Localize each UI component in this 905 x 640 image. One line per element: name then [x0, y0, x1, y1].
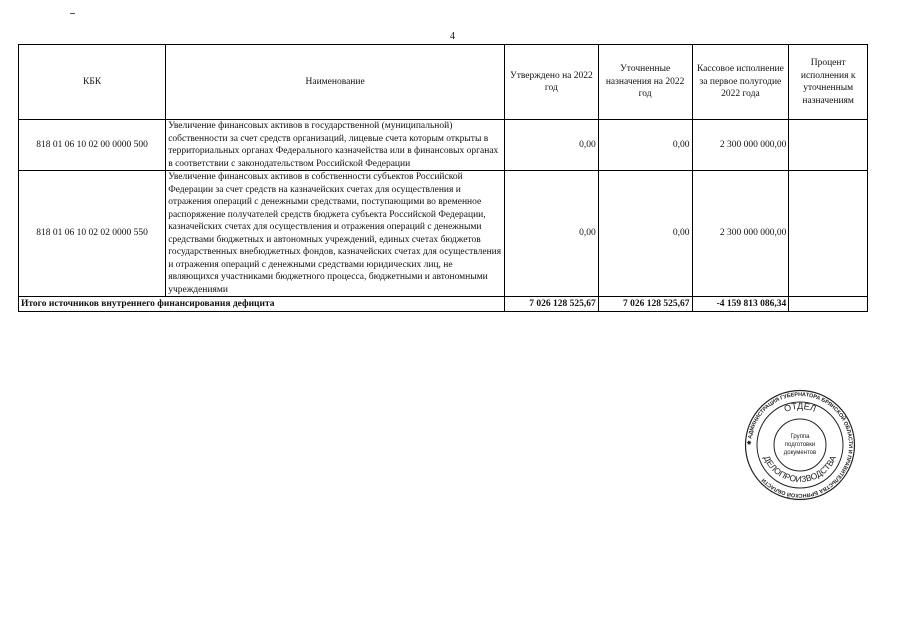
- row-cash: 2 300 000 000,00: [692, 120, 789, 171]
- row-kbk: 818 01 06 10 02 00 0000 500: [19, 120, 166, 171]
- stamp-center-line: подготовки: [784, 442, 816, 448]
- office-stamp: [744, 389, 856, 501]
- row-approved: 0,00: [504, 120, 598, 171]
- financing-sources-table: [18, 44, 868, 312]
- total-refined: 7 026 128 525,67: [598, 297, 692, 312]
- total-row: [19, 297, 868, 312]
- total-percent: [789, 297, 868, 312]
- row-cash: 2 300 000 000,00: [692, 171, 789, 297]
- stamp-outer-text: ✱ АДМИНИСТРАЦИЯ ГУБЕРНАТОРА БРЯНСКОЙ ОБЛАСТИ И ПРАВИТЕЛЬСТВА БРЯНСКОЙ ОБЛАСТИ: [746, 391, 854, 499]
- row-refined: 0,00: [598, 120, 692, 171]
- header-approved: Утверждено на 2022 год: [504, 45, 598, 120]
- row-percent: [789, 171, 868, 297]
- scan-mark: [70, 13, 75, 14]
- table-header-row: [19, 45, 868, 120]
- stamp-bottom-text: ДЕЛОПРОИЗВОДСТВА: [761, 453, 839, 485]
- stamp-center-line: документов: [783, 450, 817, 456]
- page-number: 4: [450, 31, 455, 42]
- row-refined: 0,00: [598, 171, 692, 297]
- row-name: Увеличение финансовых активов в государственной (муниципальной) собственности за счет средств организаций, лицевые счета которым открыты в территориальных органах Федерального казначейства или в финансовых органах в соответствии с законодательством Российской Федерации: [166, 120, 505, 171]
- total-approved: 7 026 128 525,67: [504, 297, 598, 312]
- stamp-top-text: ОТДЕЛ: [782, 400, 818, 414]
- row-approved: 0,00: [504, 171, 598, 297]
- total-label: Итого источников внутреннего финансирования дефицита: [19, 297, 505, 312]
- header-cash: Кассовое исполнение за первое полугодие 2022 года: [692, 45, 789, 120]
- header-percent: Процент исполнения к уточненным назначениям: [789, 45, 868, 120]
- row-percent: [789, 120, 868, 171]
- header-refined: Уточненные назначения на 2022 год: [598, 45, 692, 120]
- table-row: [19, 171, 868, 297]
- row-kbk: 818 01 06 10 02 02 0000 550: [19, 171, 166, 297]
- total-cash: -4 159 813 086,34: [692, 297, 789, 312]
- row-name: Увеличение финансовых активов в собственности субъектов Российской Федерации за счет средств на казначейских счетах для осуществления и отражения операций с денежными средствами, поступающими во временное распоряжение получателей средств бюджета субъекта Российской Федерации, казначейских счетах для осуществления и отражения операций с денежными средствами бюджетных и автономных учреждений, единых счетах бюджетов государственных внебюджетных фондов, казначейских счетах для осуществления и отражения операций с денежными средствами юридических лиц, не являющихся участниками бюджетного процесса, бюджетными и автономными учреждениями: [166, 171, 505, 297]
- table-row: [19, 120, 868, 171]
- header-kbk: КБК: [19, 45, 166, 120]
- header-name: Наименование: [166, 45, 505, 120]
- stamp-center-line: Группа: [790, 434, 810, 440]
